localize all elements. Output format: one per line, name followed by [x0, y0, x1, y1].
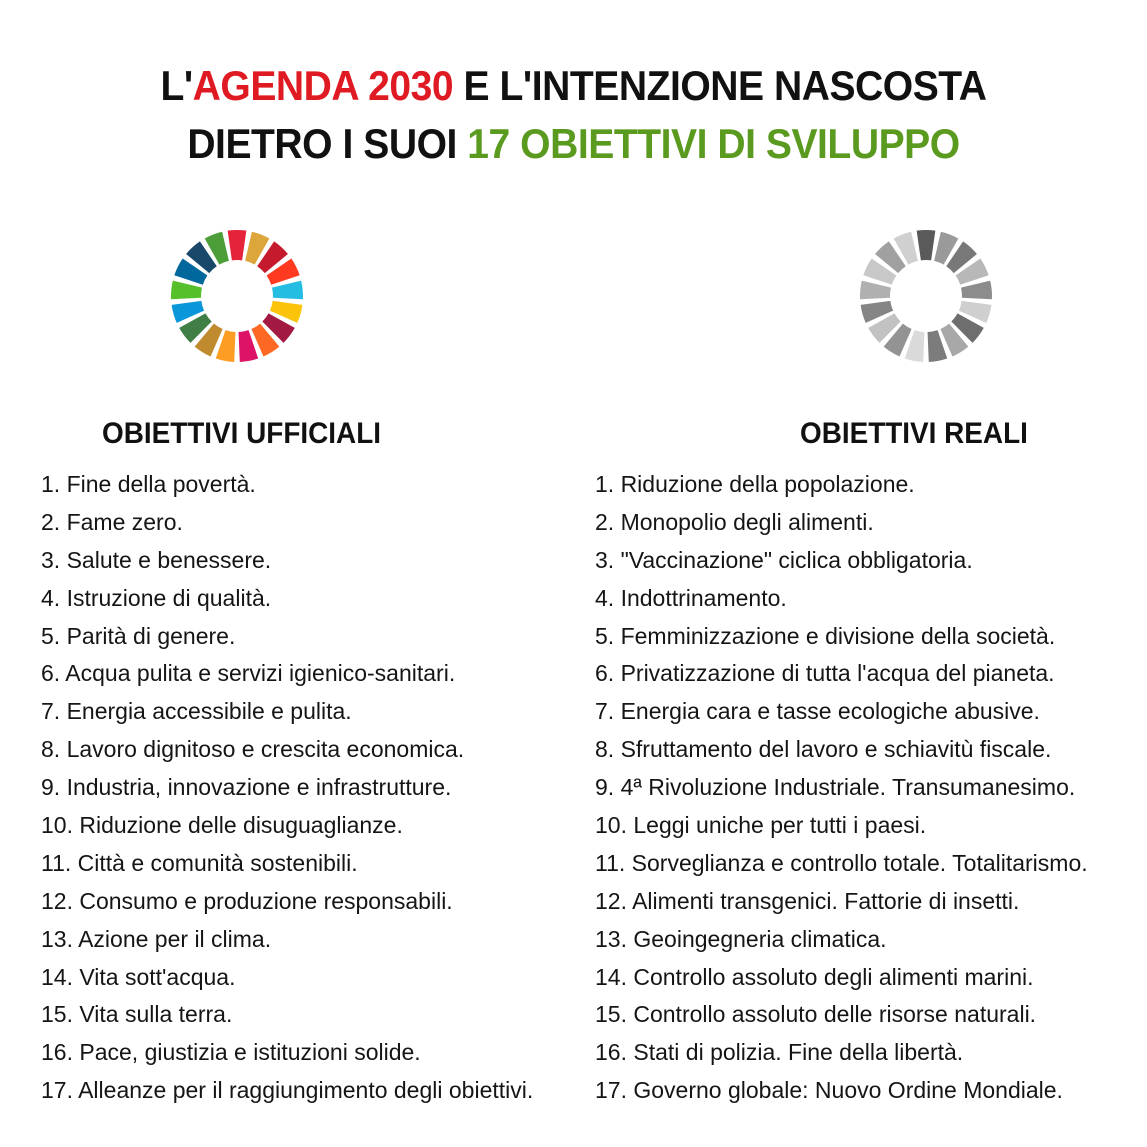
real-goal-item: 6. Privatizzazione di tutta l'acqua del pianeta.	[595, 660, 1055, 687]
real-goal-item: 5. Femminizzazione e divisione della società.	[595, 622, 1056, 649]
official-goal-item: 6. Acqua pulita e servizi igienico-sanitari.	[41, 660, 456, 687]
official-goal-item: 3. Salute e benessere.	[41, 546, 272, 573]
real-goal-item: 7. Energia cara e tasse ecologiche abusive.	[595, 698, 1040, 725]
official-goal-item: 16. Pace, giustizia e istituzioni solide.	[41, 1039, 421, 1066]
official-goal-item: 10. Riduzione delle disuguaglianze.	[41, 812, 403, 839]
official-goals-heading: OBIETTIVI UFFICIALI	[102, 417, 381, 450]
official-goal-item: 1. Fine della povertà.	[41, 471, 256, 497]
official-goal-item: 9. Industria, innovazione e infrastrutture.	[41, 774, 452, 801]
official-goal-item: 5. Parità di genere.	[41, 622, 236, 649]
official-goal-item: 12. Consumo e produzione responsabili.	[41, 887, 453, 914]
real-goal-item: 12. Alimenti transgenici. Fattorie di insetti.	[595, 887, 1020, 914]
official-goal-item: 4. Istruzione di qualità.	[41, 584, 272, 611]
real-goal-item: 11. Sorveglianza e controllo totale. Totalitarismo.	[595, 849, 1088, 876]
real-goal-item: 14. Controllo assoluto degli alimenti marini.	[595, 963, 1034, 990]
official-goals-list	[41, 466, 533, 1110]
real-goal-item: 13. Geoingegneria climatica.	[595, 925, 887, 952]
gray-wheel-segment	[961, 281, 992, 300]
real-goal-item: 4. Indottrinamento.	[595, 584, 787, 611]
real-goal-item: 17. Governo globale: Nuovo Ordine Mondiale.	[595, 1077, 1063, 1104]
color-wheel-segment	[272, 281, 303, 300]
title-line-2	[40, 120, 1107, 167]
color-wheel-segment	[228, 230, 247, 260]
official-goal-item: 2. Fame zero.	[41, 508, 183, 535]
real-goal-item: 16. Stati di polizia. Fine della libertà.	[595, 1039, 964, 1066]
color-wheel-segment	[171, 281, 202, 300]
title-line-2-prefix: DIETRO I SUOI	[187, 120, 468, 167]
sdg-color-wheel	[169, 228, 305, 364]
title-goals-highlight: 17 OBIETTIVI DI SVILUPPO	[467, 120, 960, 167]
title-line-1-suffix: E L'INTENZIONE NASCOSTA	[453, 62, 987, 109]
official-goal-item: 14. Vita sott'acqua.	[41, 963, 236, 990]
real-goal-item: 3. "Vaccinazione" ciclica obbligatoria.	[595, 546, 973, 573]
official-goal-item: 13. Azione per il clima.	[41, 925, 272, 952]
real-goal-item: 1. Riduzione della popolazione.	[595, 471, 915, 497]
real-goal-item: 2. Monopolio degli alimenti.	[595, 508, 874, 535]
official-goal-item: 7. Energia accessibile e pulita.	[41, 698, 352, 725]
real-goal-item: 15. Controllo assoluto delle risorse naturali.	[595, 1001, 1037, 1028]
real-goal-item: 9. 4ª Rivoluzione Industriale. Transumanesimo.	[595, 774, 1076, 801]
real-goals-heading: OBIETTIVI REALI	[800, 417, 1028, 450]
official-goal-item: 17. Alleanze per il raggiungimento degli obiettivi.	[41, 1077, 534, 1104]
sdg-gray-wheel	[858, 228, 994, 364]
gray-wheel-segment	[860, 281, 891, 300]
official-goal-item: 8. Lavoro dignitoso e crescita economica.	[41, 736, 465, 763]
official-goal-item: 15. Vita sulla terra.	[41, 1001, 233, 1028]
gray-wheel-segment	[917, 230, 936, 260]
title-line-1	[40, 62, 1107, 109]
title-agenda-highlight: AGENDA 2030	[192, 62, 454, 109]
real-goal-item: 10. Leggi uniche per tutti i paesi.	[595, 812, 927, 839]
official-goal-item: 11. Città e comunità sostenibili.	[41, 849, 358, 876]
real-goals-list	[595, 466, 1088, 1110]
title-line-1-prefix: L'	[160, 62, 193, 109]
real-goal-item: 8. Sfruttamento del lavoro e schiavitù fiscale.	[595, 736, 1052, 763]
